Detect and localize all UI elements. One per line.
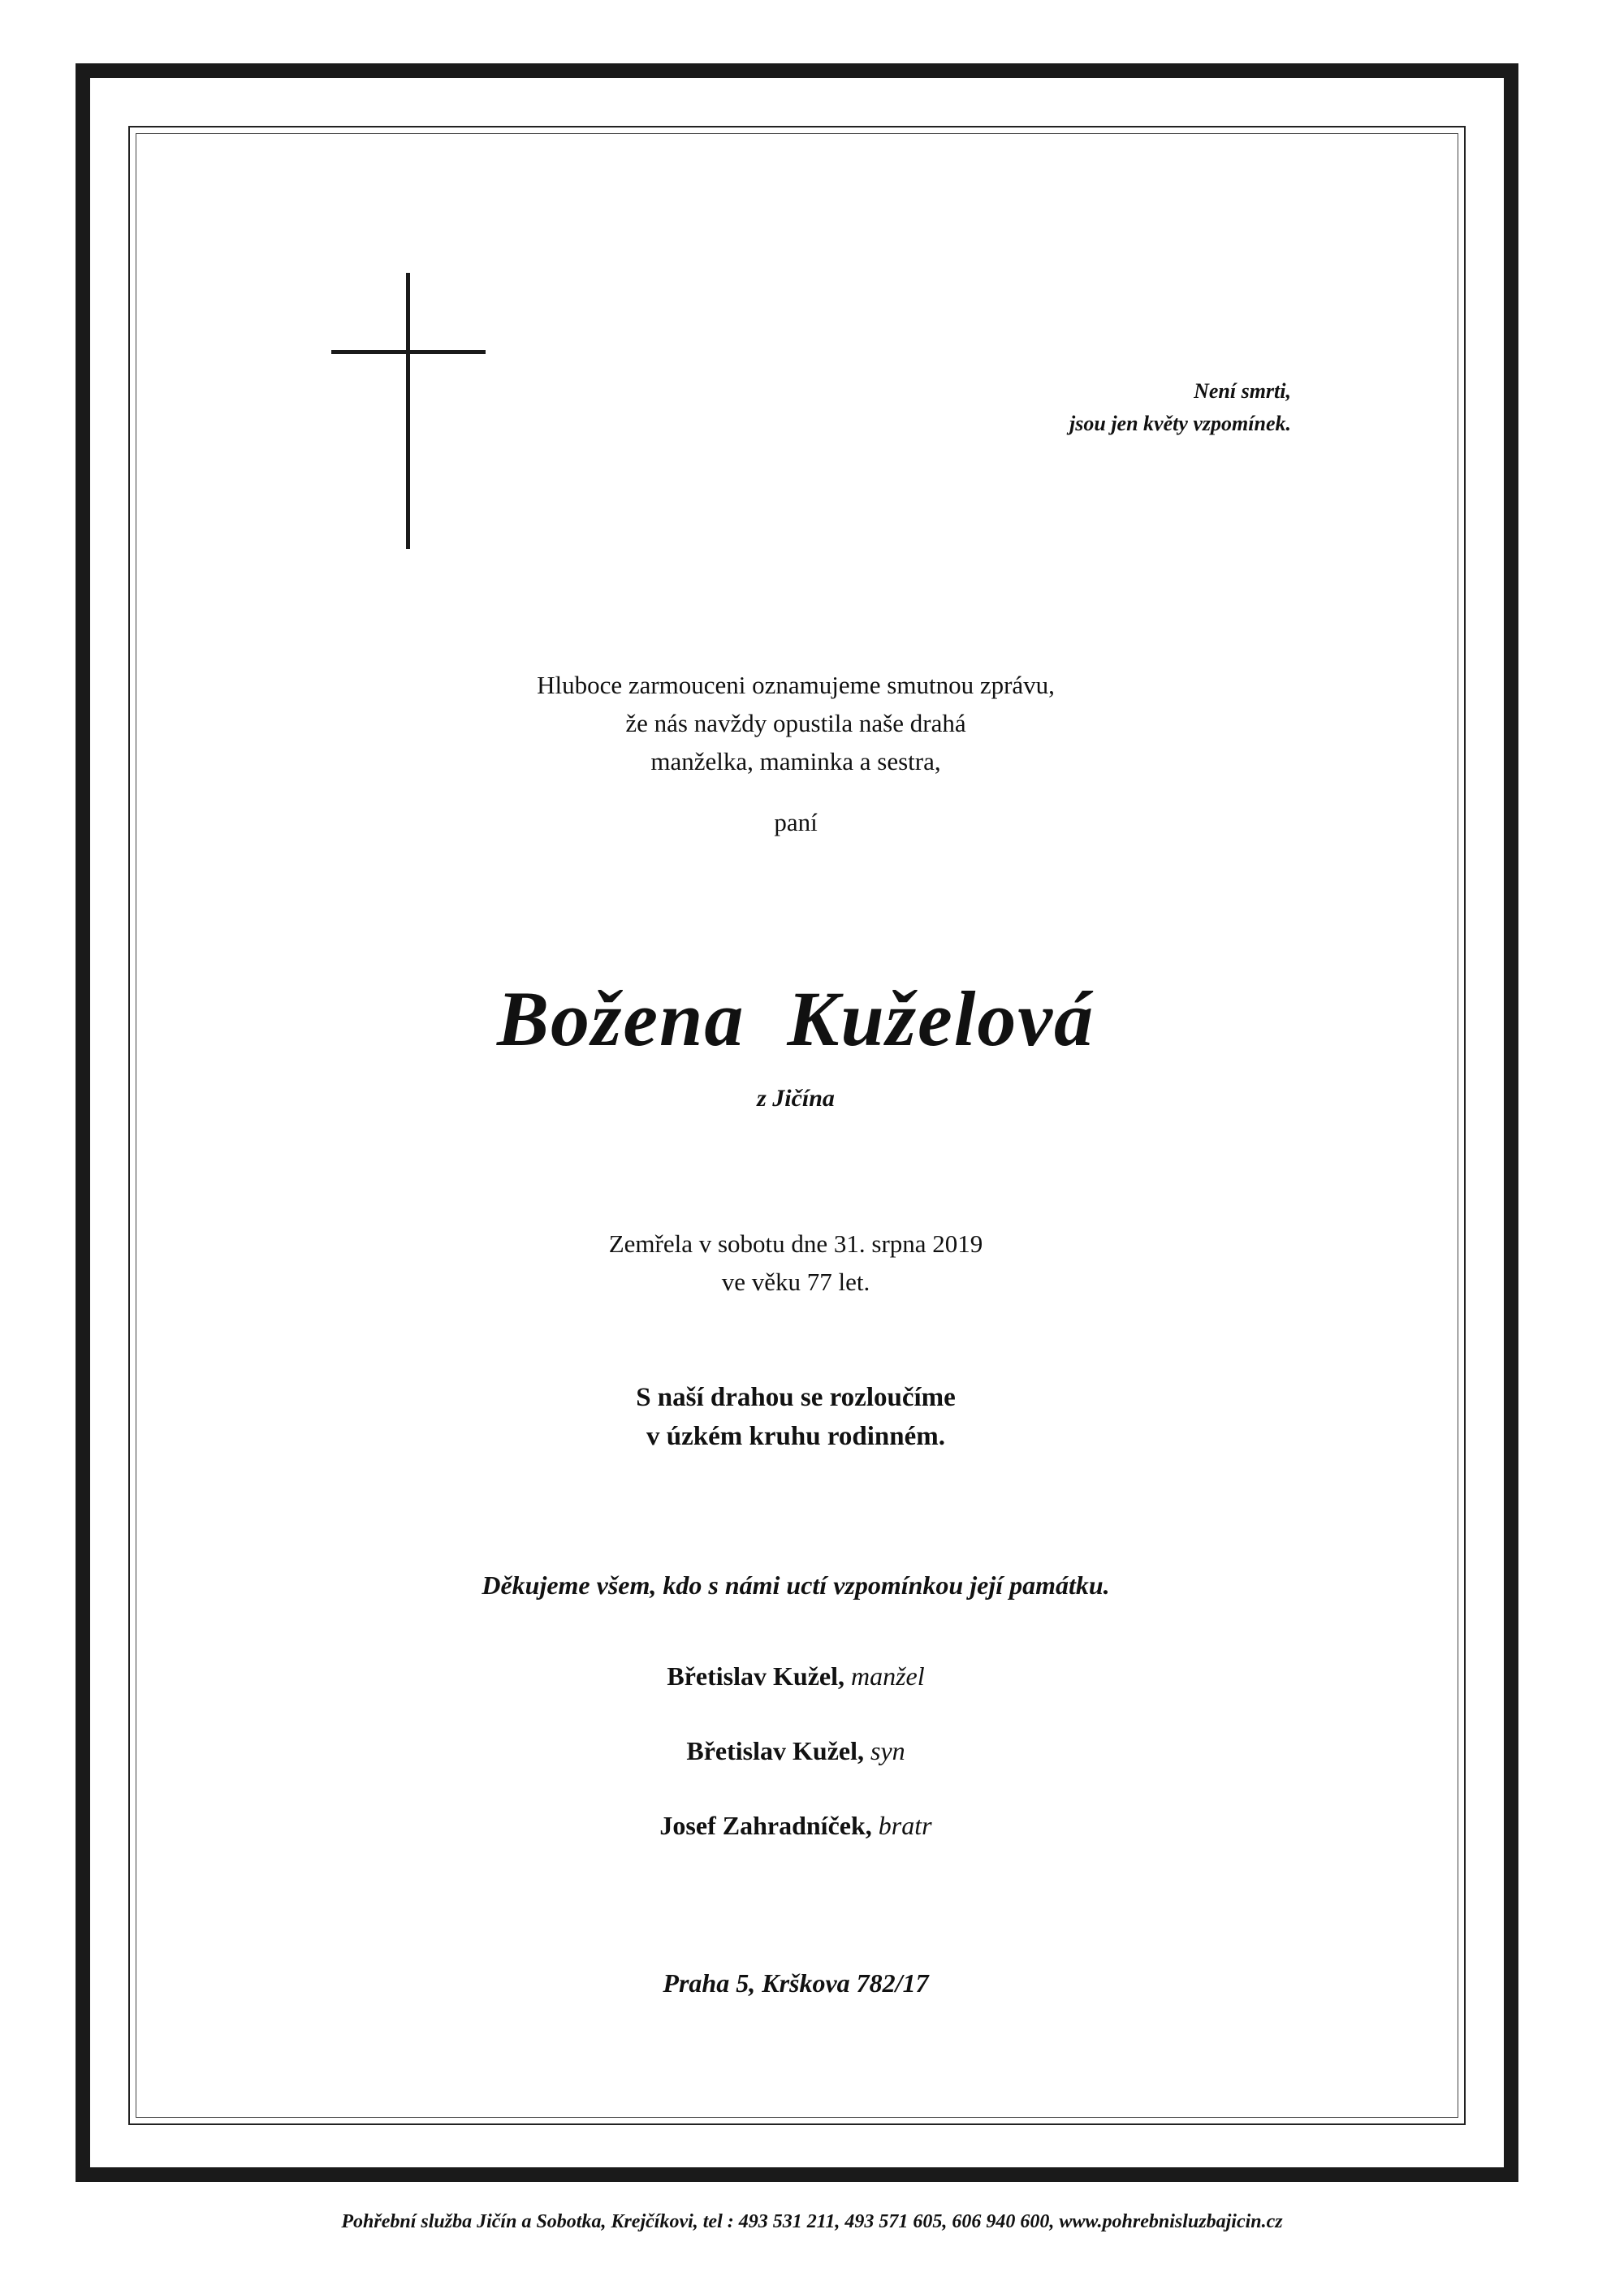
- cross-horizontal-bar: [331, 350, 486, 354]
- death-age: ve věku 77 let.: [721, 1268, 870, 1296]
- mourner-name: Břetislav Kužel,: [667, 1661, 844, 1691]
- deceased-origin: z Jičína: [757, 1085, 835, 1112]
- mourner-item: [130, 1658, 1462, 1733]
- announcement-line-2: že nás navždy opustila naše drahá: [625, 709, 966, 737]
- title-word: paní: [774, 808, 818, 836]
- family-address: Praha 5, Krškova 782/17: [663, 1968, 929, 1998]
- announcement-text: [130, 666, 1462, 780]
- mourner-name: Břetislav Kužel,: [686, 1736, 864, 1765]
- mourners-list: [130, 1658, 1462, 1882]
- farewell-notice: [130, 1378, 1462, 1456]
- mourner-relation: manžel: [850, 1661, 925, 1691]
- deceased-name: Božena Kuželová: [496, 975, 1095, 1062]
- thanks-line: Děkujeme všem, kdo s námi uctí vzpomínkou její památku.: [482, 1570, 1110, 1600]
- mourner-relation: bratr: [878, 1811, 932, 1840]
- death-details: [130, 1225, 1462, 1301]
- motto-line-2: jsou jen květy vzpomínek.: [1069, 412, 1291, 435]
- motto-line-1: Není smrti,: [1194, 379, 1291, 403]
- mourner-name: Josef Zahradníček,: [659, 1811, 872, 1840]
- announcement-line-1: Hluboce zarmouceni oznamujeme smutnou zprávu,: [537, 671, 1055, 699]
- farewell-line-1: S naší drahou se rozloučíme: [636, 1383, 956, 1412]
- announcement-line-3: manželka, maminka a sestra,: [650, 747, 941, 775]
- cross-vertical-bar: [406, 273, 410, 549]
- death-date: Zemřela v sobotu dne 31. srpna 2019: [608, 1229, 983, 1258]
- cross-icon: [331, 273, 486, 549]
- mourner-item: [130, 1733, 1462, 1808]
- farewell-line-2: v úzkém kruhu rodinném.: [646, 1422, 945, 1451]
- motto: [885, 375, 1291, 440]
- mourner-relation: syn: [870, 1736, 905, 1765]
- mourner-item: [130, 1808, 1462, 1882]
- funeral-service-footer: Pohřební služba Jičín a Sobotka, Krejčíkovi, tel : 493 531 211, 493 571 605, 606 940 600, www.pohrebnisluzbajicin.cz: [341, 2211, 1283, 2232]
